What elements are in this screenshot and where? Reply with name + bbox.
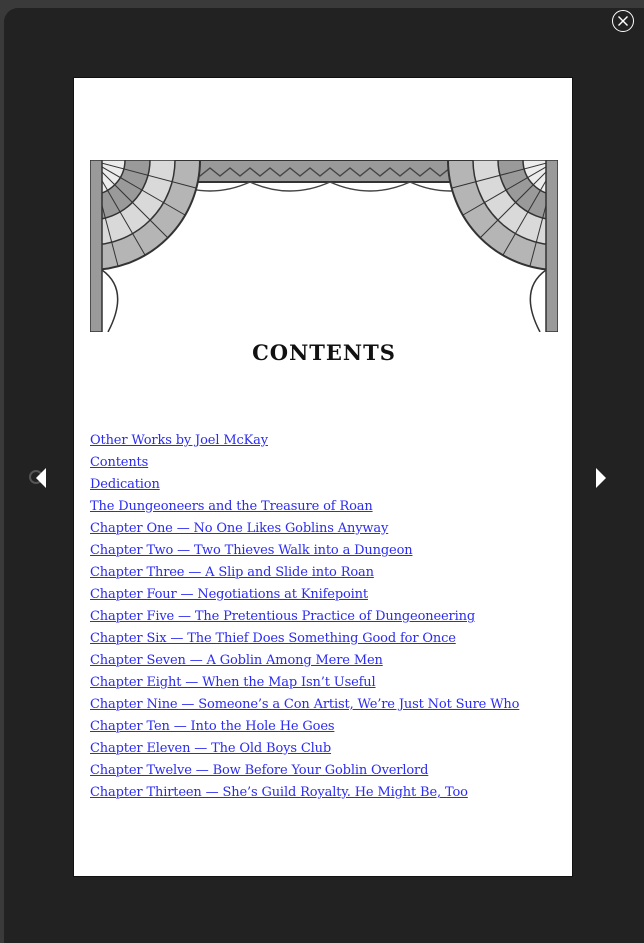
toc-link[interactable]: Chapter Two — Two Thieves Walk into a Dungeon [90,543,413,558]
toc-link[interactable]: Chapter Eight — When the Map Isn’t Useful [90,675,376,690]
list-item [90,516,519,538]
next-page-button[interactable] [592,466,616,490]
decorative-ornament-frame [90,160,558,332]
list-item [90,472,519,494]
list-item [90,648,519,670]
list-item [90,604,519,626]
list-item [90,560,519,582]
list-item [90,626,519,648]
toc-link[interactable]: Chapter Four — Negotiations at Knifepoint [90,587,368,602]
list-item [90,494,519,516]
list-item [90,582,519,604]
triangle-left-icon [36,468,46,488]
list-item [90,538,519,560]
close-button[interactable] [612,10,634,32]
toc-link[interactable]: Chapter Eleven — The Old Boys Club [90,741,332,756]
toc-link[interactable]: The Dungeoneers and the Treasure of Roan [90,499,373,514]
list-item [90,692,519,714]
list-item [90,714,519,736]
list-item [90,670,519,692]
page-title: CONTENTS [252,340,396,365]
toc-link[interactable]: Chapter Twelve — Bow Before Your Goblin Overlord [90,763,429,778]
toc-link[interactable]: Chapter Ten — Into the Hole He Goes [90,719,335,734]
toc-link[interactable]: Chapter Nine — Someone’s a Con Artist, We’re Just Not Sure Who [90,697,520,712]
toc-link[interactable]: Chapter One — No One Likes Goblins Anyway [90,521,389,536]
list-item [90,758,519,780]
book-page [73,77,573,877]
table-of-contents [90,428,519,802]
list-item [90,780,519,802]
toc-link[interactable]: Contents [90,455,149,470]
list-item [90,428,519,450]
toc-link[interactable]: Other Works by Joel McKay [90,433,268,448]
toc-link[interactable]: Chapter Five — The Pretentious Practice of Dungeoneering [90,609,476,624]
list-item [90,736,519,758]
close-icon [617,15,629,27]
toc-link[interactable]: Chapter Six — The Thief Does Something Good for Once [90,631,456,646]
toc-link[interactable]: Chapter Three — A Slip and Slide into Roan [90,565,374,580]
previous-page-button[interactable] [30,466,54,490]
toc-link[interactable]: Chapter Seven — A Goblin Among Mere Men [90,653,383,668]
list-item [90,450,519,472]
toc-link[interactable]: Dedication [90,477,160,492]
triangle-right-icon [596,468,606,488]
toc-link[interactable]: Chapter Thirteen — She’s Guild Royalty. He Might Be, Too [90,785,468,800]
